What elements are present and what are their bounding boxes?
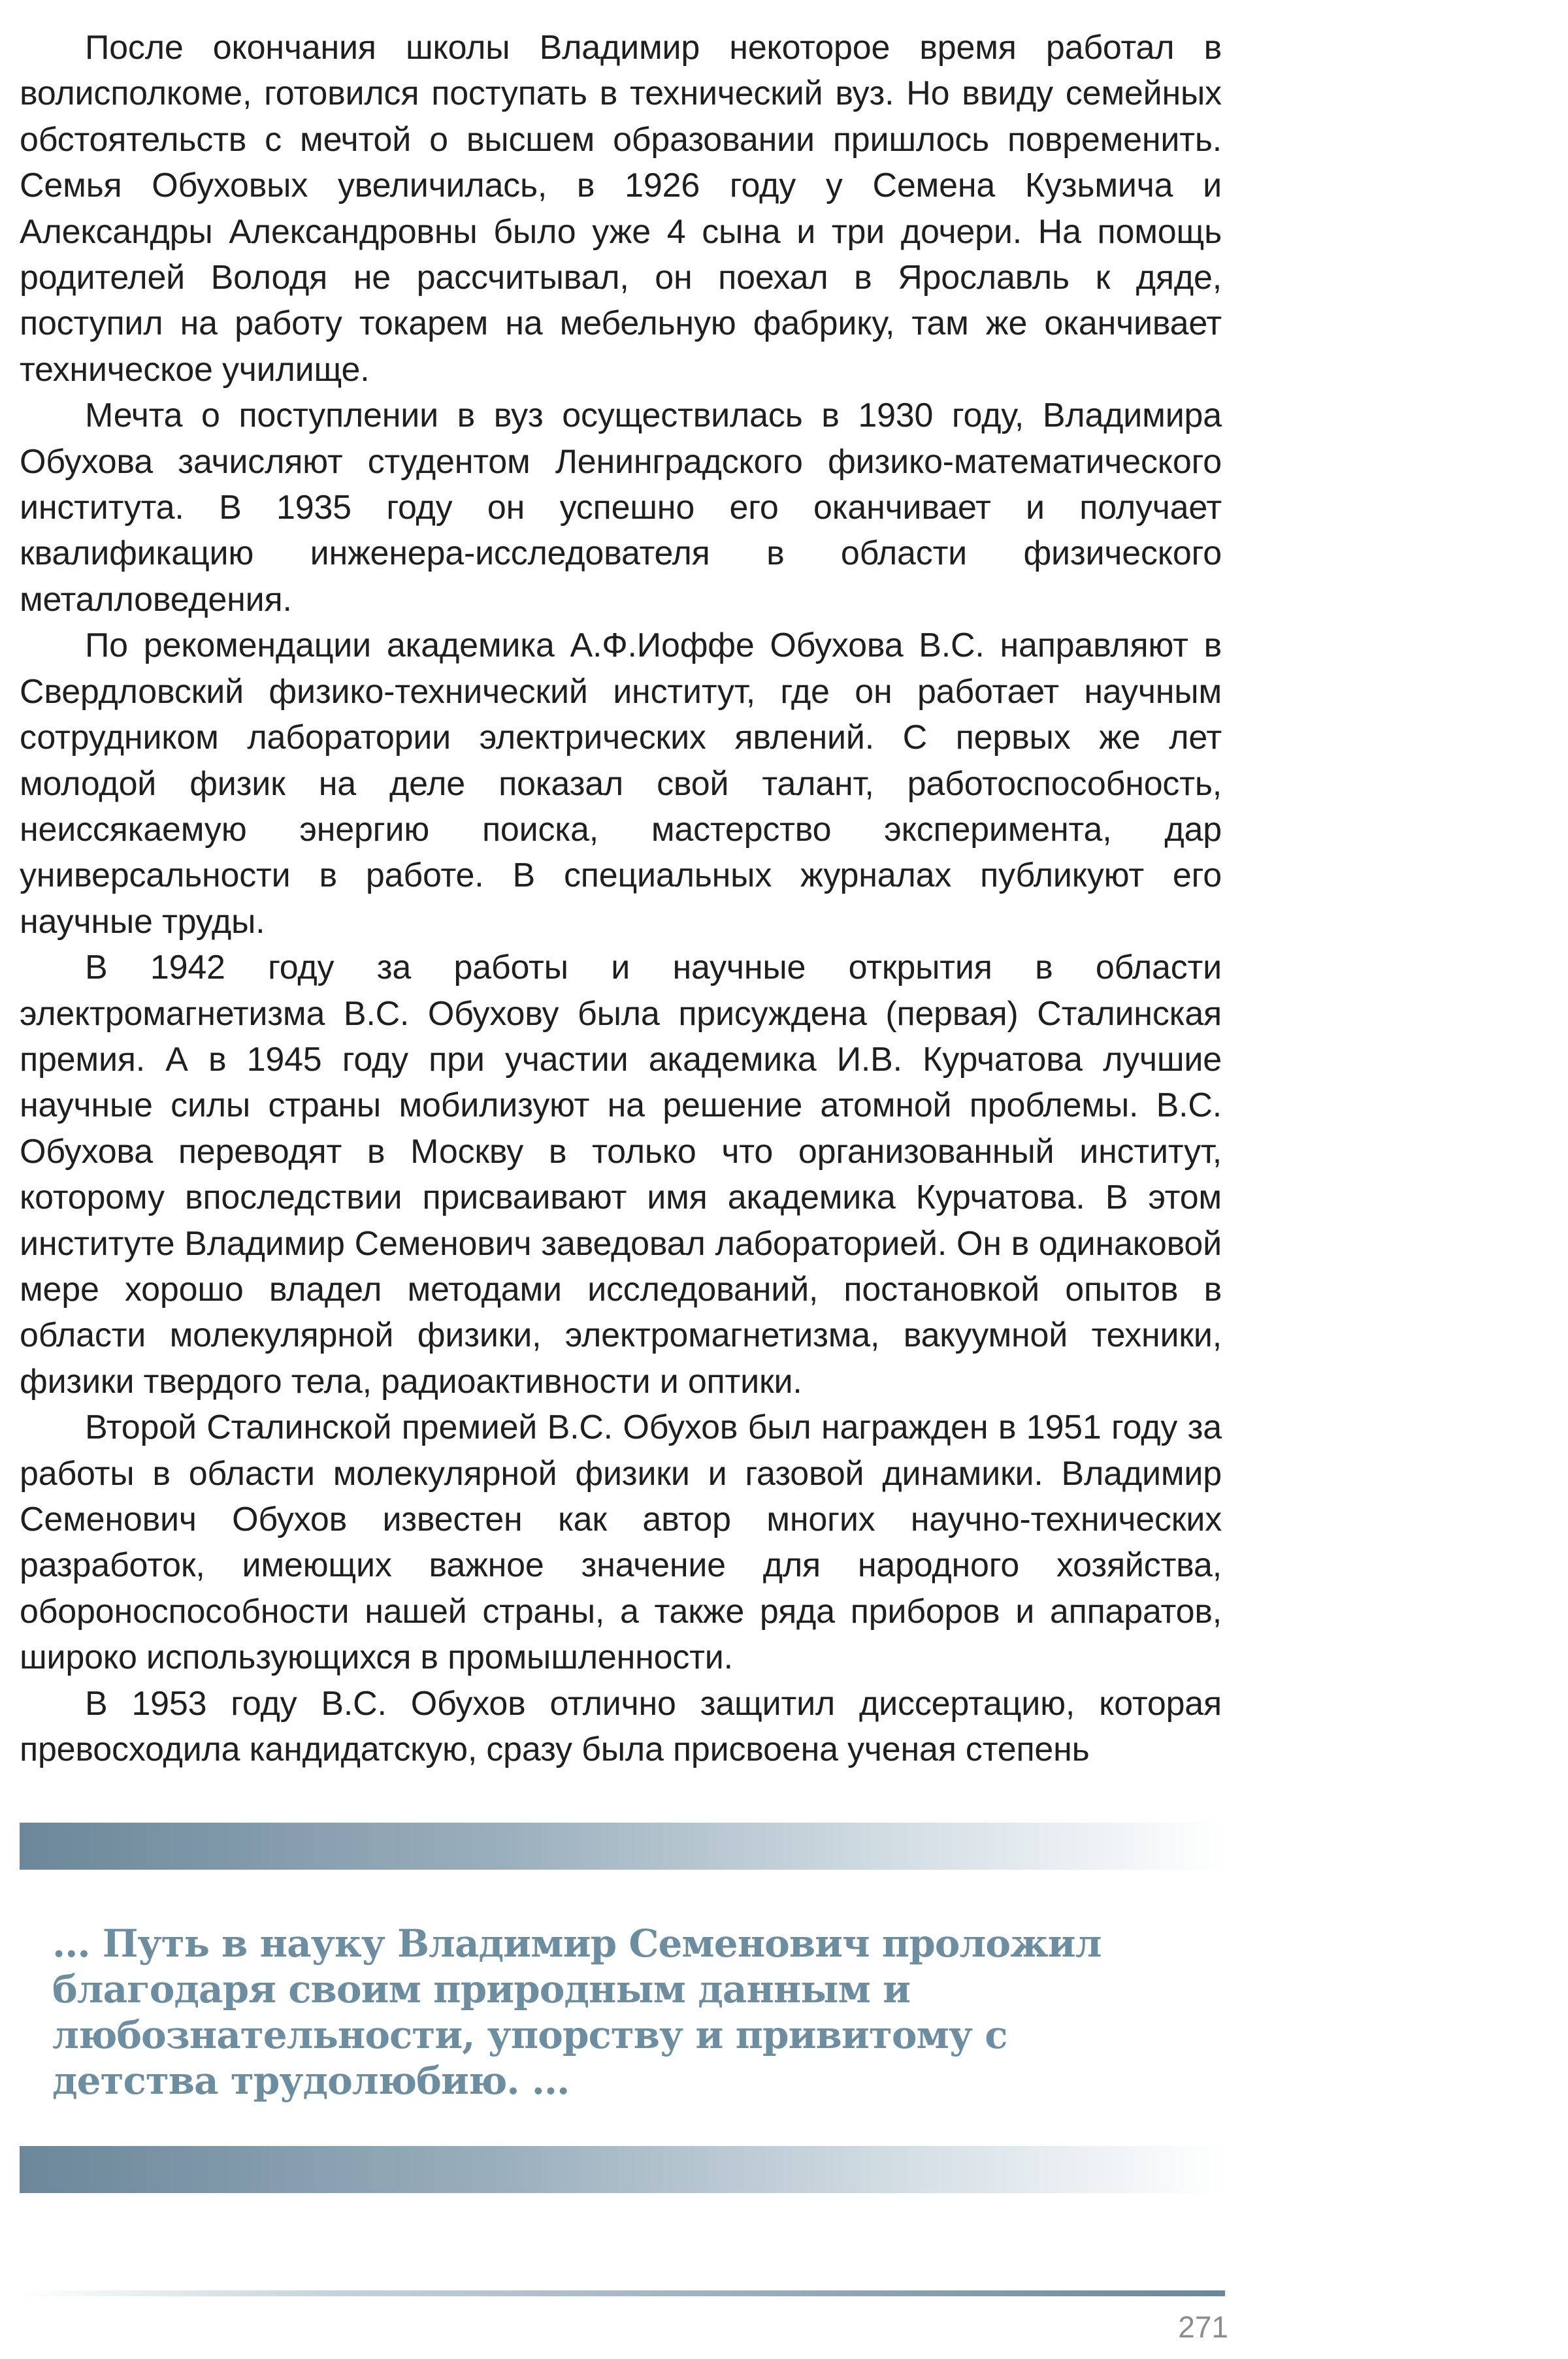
quote-bottom-bar xyxy=(20,2146,1225,2193)
paragraph-6: В 1953 году В.С. Обухов отлично защитил диссертацию, которая превосходила кандидатскую, сразу была присвоена ученая степень xyxy=(20,1684,1222,1769)
quote-top-bar xyxy=(20,1823,1225,1870)
paragraph-5: Второй Сталинской премией В.С. Обухов был награжден в 1951 году за работы в области молекулярной физики и газовой динамики. Владимир Семенович Обухов известен как автор многих научно-технических разработок, имеющих важное значение для народного хозяйства, обороноспособности нашей страны, а также ряда приборов и аппаратов, широко использующихся в промышленности. xyxy=(20,1408,1222,1677)
pull-quote: ... Путь в науку Владимир Семенович проложил благодаря своим природным данным и любознательности, упорству и привитому с детства трудолюбию. ... xyxy=(52,1921,1102,2103)
paragraph-3: По рекомендации академика А.Ф.Иоффе Обухова В.С. направляют в Свердловский физико-технический институт, где он работает научным сотрудником лаборатории электрических явлений. С первых же лет молодой физик на деле показал свой талант, работоспособность, неиссякаемую энергию поиска, мастерство эксперимента, дар универсальности в работе. В специальных журналах публикуют его научные труды. xyxy=(20,626,1222,941)
article-body xyxy=(20,25,1222,1772)
paragraph-2: Мечта о поступлении в вуз осуществилась в 1930 году, Владимира Обухова зачисляют студентом Ленинградского физико-математического института. В 1935 году он успешно его оканчивает и получает квалификацию инженера-исследователя в области физического металловедения. xyxy=(20,397,1222,619)
paragraph-4: В 1942 году за работы и научные открытия в области электромагнетизма В.С. Обухову была присуждена (первая) Сталинская премия. А в 1945 году при участии академика И.В. Курчатова лучшие научные силы страны мобилизуют на решение атомной проблемы. В.С. Обухова переводят в Москву в только что организованный институт, которому впоследствии присваивают имя академика Курчатова. В этом институте Владимир Семенович заведовал лабораторией. Он в одинаковой мере хорошо владел методами исследований, постановкой опытов в области молекулярной физики, электромагнетизма, вакуумной техники, физики твердого тела, радиоактивности и оптики. xyxy=(20,949,1222,1401)
paragraph-1: После окончания школы Владимир некоторое время работал в волисполкоме, готовился поступать в технический вуз. Но ввиду семейных обстоятельств с мечтой о высшем образовании пришлось повременить. Семья Обуховых увеличилась, в 1926 году у Семена Кузьмича и Александры Александровны было уже 4 сына и три дочери. На помощь родителей Володя не рассчитывал, он поехал в Ярославль к дяде, поступил на работу токарем на мебельную фабрику, там же оканчивает техническое училище. xyxy=(20,29,1222,389)
footer-divider xyxy=(20,2290,1225,2296)
page-number: 271 xyxy=(1178,2310,1228,2344)
